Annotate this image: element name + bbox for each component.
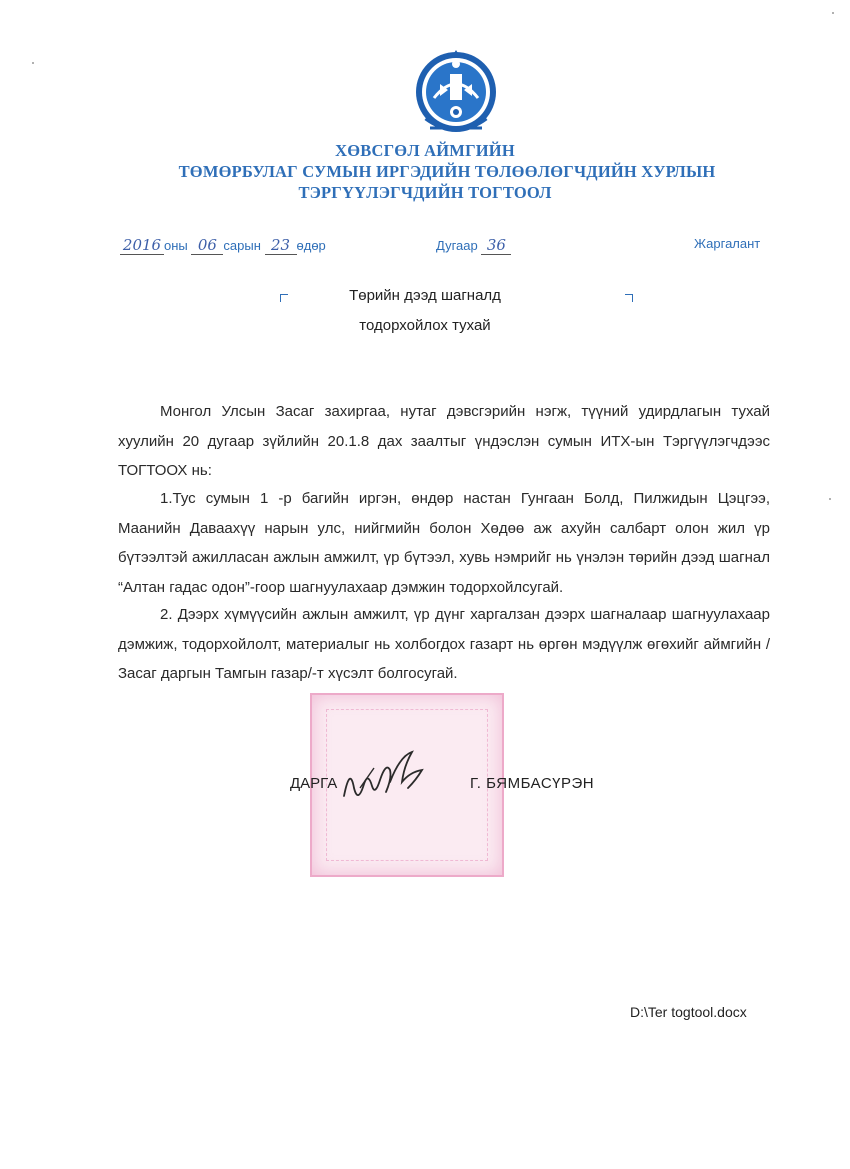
signature-title: ДАРГА [290, 775, 338, 792]
header-province: ХӨВСГӨЛ АЙМГИЙН [335, 141, 515, 160]
state-emblem-icon [412, 44, 500, 140]
date-day: 23 [265, 236, 297, 255]
header-resolution: ТЭРГҮҮЛЭГЧДИЙН ТОГТООЛ [298, 183, 552, 202]
date-field [120, 236, 326, 255]
date-year: 2016 [120, 236, 164, 255]
body-clause-1: 1.Тус сумын 1 -р багийн иргэн, өндөр настан Гунгаан Болд, Пилжидын Цэцгээ, Маанийн Даваахүү нарын улс, нийгмийн болон Хөдөө аж ахуйн салбарт олон жил үр бүтээлтэй ажилласан ажлын амжилт, үр бүтээл, хувь нэмрийг нь үнэлэн төрийн дээд шагнал “Алтан гадас одон”-гоор шагнуулахаар дэмжин тодорхойлсугай. [118, 490, 770, 596]
handwritten-signature [340, 748, 430, 810]
scan-speck [829, 498, 831, 500]
place-name: Жаргалант [694, 236, 761, 251]
file-path: D:\Ter togtool.docx [630, 1004, 747, 1020]
signatory-name: Г. БЯМБАСҮРЭН [470, 775, 595, 792]
body-clause-2: 2. Дээрх хүмүүсийн ажлын амжилт, үр дүнг харгалзан дээрх шагналаар шагнуулахаар дэмжиж, тодорхойлолт, материалыг нь холбогдох газарт нь өргөн мэдүүлж өгөхийг аймгийн /Засаг даргын Тамгын газар/-т хүсэлт болгосугай. [118, 606, 770, 683]
number-label: Дугаар [436, 238, 478, 253]
date-day-suffix: өдөр [296, 238, 326, 253]
number-value: 36 [481, 236, 511, 255]
subject-line-1: Төрийн дээд шагналд [349, 287, 501, 304]
number-field [436, 236, 511, 255]
date-month: 06 [191, 236, 223, 255]
scan-speck [832, 12, 834, 14]
scan-speck [32, 62, 34, 64]
date-year-suffix: оны [164, 238, 188, 253]
subject-line-2: тодорхойлох тухай [359, 317, 491, 334]
header-council: ТӨМӨРБУЛАГ СУМЫН ИРГЭДИЙН ТӨЛӨӨЛӨГЧДИЙН ХУРЛЫН [178, 162, 716, 181]
body-preamble: Монгол Улсын Засаг захиргаа, нутаг дэвсгэрийн нэгж, түүний удирдлагын тухай хуулийн 20 дугаар зүйлийн 20.1.8 дах заалтыг үндэслэн сумын ИТХ-ын Тэргүүлэгчдээс ТОГТООХ нь: [118, 403, 770, 480]
date-month-suffix: сарын [223, 238, 261, 253]
